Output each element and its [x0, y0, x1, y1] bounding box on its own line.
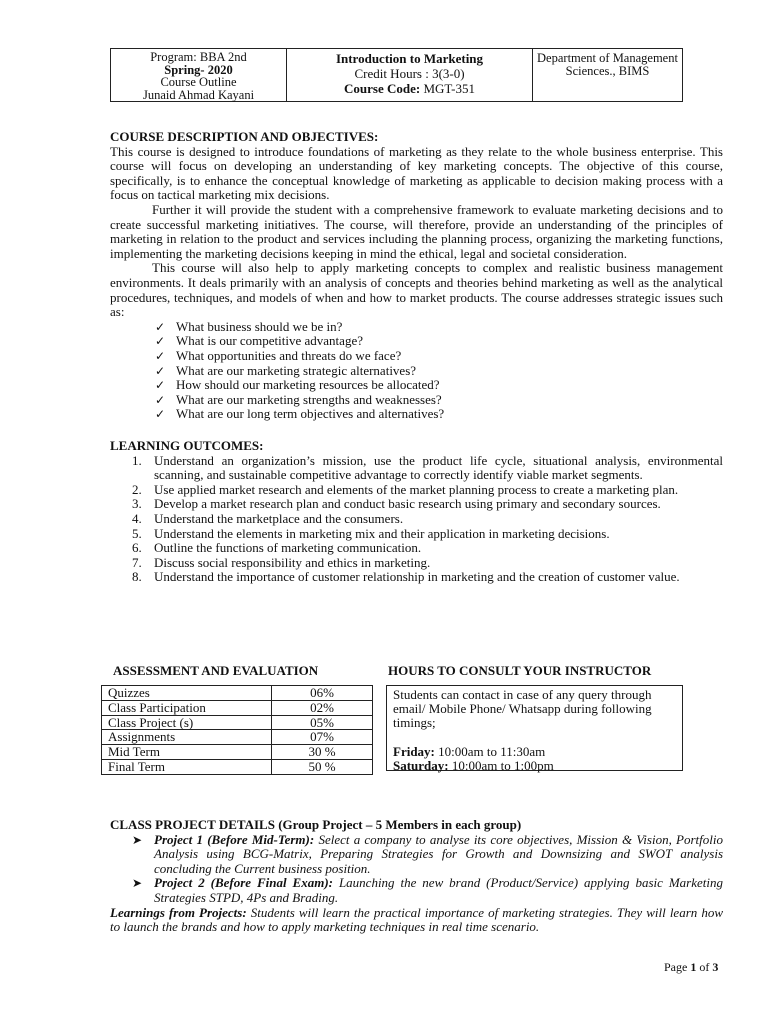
- instructor-name: Junaid Ahmad Kayani: [142, 87, 255, 102]
- question-item: ✓ What opportunities and threats do we face?: [154, 349, 723, 364]
- outcome-text: Understand the marketplace and the consumers.: [154, 510, 404, 526]
- outcome-text: Understand the importance of customer relationship in marketing and the creation of customer value.: [154, 569, 680, 585]
- header-course-cell: [287, 49, 533, 101]
- consult-hours-box: [386, 685, 683, 771]
- outcome-number: 5.: [132, 525, 142, 541]
- outcome-text: Understand an organization’s mission, use the product life cycle, situational analysis, environmental scanning, and sustainable competitive advantage to correctly identify viable market segments.: [154, 452, 723, 483]
- class-project-section: [110, 818, 723, 935]
- assessment-value: 50 %: [272, 759, 373, 774]
- description-paragraph-3: This course will also help to apply marketing concepts to complex and realistic business management environments. It deals primarily with an analysis of concepts and theories behind marketing as well as the analytical procedures, techniques, and models of when and how to market products. The course addresses strategic issues such as:: [110, 260, 723, 320]
- question-item: ✓ How should our marketing resources be allocated?: [154, 378, 723, 393]
- course-title: Introduction to Marketing: [335, 51, 484, 66]
- outcome-number: 4.: [132, 510, 142, 526]
- learning-outcomes-section: [110, 439, 723, 585]
- outcome-item: [110, 483, 723, 498]
- saturday-hours: [393, 759, 676, 773]
- friday-label: Friday:: [393, 743, 435, 759]
- department: Department of Management Sciences., BIMS: [537, 51, 678, 78]
- section-heading-description: COURSE DESCRIPTION AND OBJECTIVES:: [110, 129, 379, 144]
- table-row: [102, 715, 373, 730]
- question-item: ✓ What are our long term objectives and alternatives?: [154, 407, 723, 422]
- outcome-number: 7.: [132, 554, 142, 570]
- assessment-label: Mid Term: [102, 745, 272, 760]
- course-description-section: [110, 130, 723, 422]
- header-table: [110, 48, 683, 102]
- description-paragraph-2: Further it will provide the student with a comprehensive framework to evaluate marketing decisions and to create successful marketing initiatives. The course, will therefore, provide an understanding of the principles of marketing in relation to the product and services including the planning process, organizing the marketing functions, implementing the marketing decisions keeping in mind the ethical, legal and societal consideration.: [110, 201, 723, 261]
- outcome-number: 8.: [132, 569, 142, 585]
- outcome-text: Use applied market research and elements of the market planning process to create a marketing plan.: [154, 481, 679, 497]
- table-row: [102, 745, 373, 760]
- assessment-label: Class Participation: [102, 700, 272, 715]
- page-number: 1: [690, 960, 697, 974]
- table-row: [102, 730, 373, 745]
- assessment-label: Class Project (s): [102, 715, 272, 730]
- outcome-item: [110, 497, 723, 512]
- strategic-questions-list: [110, 320, 723, 422]
- outcome-number: 3.: [132, 496, 142, 512]
- course-code: MGT-351: [423, 81, 475, 96]
- doc-type: Course Outline: [160, 75, 237, 90]
- project-item: [132, 833, 723, 877]
- page-number-footer: [664, 960, 718, 975]
- section-heading-outcomes: LEARNING OUTCOMES:: [110, 438, 264, 453]
- saturday-time: 10:00am to 1:00pm: [451, 757, 554, 773]
- project-description: Select a company to analyse its core objectives, Mission & Vision, Portfolio Analysis using BCG-Matrix, Preparing Strategies for Growth and Downsizing and SWOT analysis concluding the Current business position.: [154, 831, 724, 876]
- header-program-cell: [111, 49, 287, 101]
- outcome-number: 1.: [132, 452, 142, 468]
- assessment-label: Quizzes: [102, 686, 272, 701]
- assessment-label: Final Term: [102, 759, 272, 774]
- learnings-label: Learnings from Projects:: [110, 904, 247, 920]
- credit-hours: Credit Hours : 3(3-0): [354, 66, 465, 81]
- outcome-item: [110, 570, 723, 585]
- project-learnings: [110, 906, 723, 935]
- outcome-text: Discuss social responsibility and ethics in marketing.: [154, 554, 431, 570]
- project-title: Project 1 (Before Mid-Term):: [154, 831, 315, 847]
- description-paragraph-1: This course is designed to introduce foundations of marketing as they relate to the whole business enterprise. This course will focus on developing an understanding of key marketing concepts. The objective of this course, specifically, is to enhance the conceptual knowledge of marketing as applicable to decision making process with a focus on tactical marketing mix decisions.: [110, 143, 723, 203]
- outcome-text: Understand the elements in marketing mix and their application in marketing decisions.: [154, 525, 610, 541]
- assessment-value: 02%: [272, 700, 373, 715]
- project-list: [110, 833, 723, 906]
- page-label: Page: [664, 960, 688, 974]
- of-label: of: [699, 960, 710, 974]
- course-code-label: Course Code:: [344, 81, 421, 96]
- question-item: ✓ What are our marketing strengths and weaknesses?: [154, 393, 723, 408]
- learnings-text: Students will learn the practical importance of marketing strategies. They will learn how to launch the brands and how to apply marketing techniques in real time scenario.: [110, 904, 723, 935]
- question-item: ✓ What are our marketing strategic alternatives?: [154, 364, 723, 379]
- outcome-item: [110, 527, 723, 542]
- question-item: ✓ What is our competitive advantage?: [154, 334, 723, 349]
- outcome-number: 6.: [132, 540, 142, 556]
- assessment-label: Assignments: [102, 730, 272, 745]
- section-heading-consult: HOURS TO CONSULT YOUR INSTRUCTOR: [388, 663, 652, 678]
- outcome-number: 2.: [132, 481, 142, 497]
- semester: Spring- 2020: [164, 62, 233, 77]
- consult-text: Students can contact in case of any query through email/ Mobile Phone/ Whatsapp during following timings;: [393, 687, 652, 731]
- arrow-bullet-icon: ➤: [132, 832, 143, 847]
- table-row: [102, 686, 373, 701]
- section-heading-project: CLASS PROJECT DETAILS (Group Project – 5 Members in each group): [110, 817, 522, 832]
- project-item: [132, 876, 723, 905]
- question-item: ✓ What business should we be in?: [154, 320, 723, 335]
- outcome-text: Develop a market research plan and conduct basic research using primary and secondary sources.: [154, 496, 661, 512]
- outcome-item: [110, 454, 723, 483]
- outcome-text: Outline the functions of marketing communication.: [154, 540, 422, 556]
- project-description: Launching the new brand (Product/Service) applying basic Marketing Strategies STPD, 4Ps and Brading.: [154, 875, 723, 905]
- section-heading-assessment: ASSESSMENT AND EVALUATION: [113, 663, 319, 678]
- assessment-value: 06%: [272, 686, 373, 701]
- assessment-value: 05%: [272, 715, 373, 730]
- program: Program: BBA 2nd: [150, 50, 247, 64]
- total-pages: 3: [712, 960, 719, 974]
- outcome-item: [110, 556, 723, 571]
- assessment-value: 30 %: [272, 745, 373, 760]
- saturday-label: Saturday:: [393, 757, 449, 773]
- arrow-bullet-icon: ➤: [132, 876, 143, 891]
- project-title: Project 2 (Before Final Exam):: [154, 875, 333, 891]
- table-row: [102, 759, 373, 774]
- friday-hours: [393, 745, 676, 759]
- table-row: [102, 700, 373, 715]
- outcomes-list: [110, 454, 723, 585]
- outcome-item: [110, 541, 723, 556]
- friday-time: 10:00am to 11:30am: [438, 743, 546, 759]
- assessment-value: 07%: [272, 730, 373, 745]
- outcome-item: [110, 512, 723, 527]
- assessment-table: [101, 685, 373, 775]
